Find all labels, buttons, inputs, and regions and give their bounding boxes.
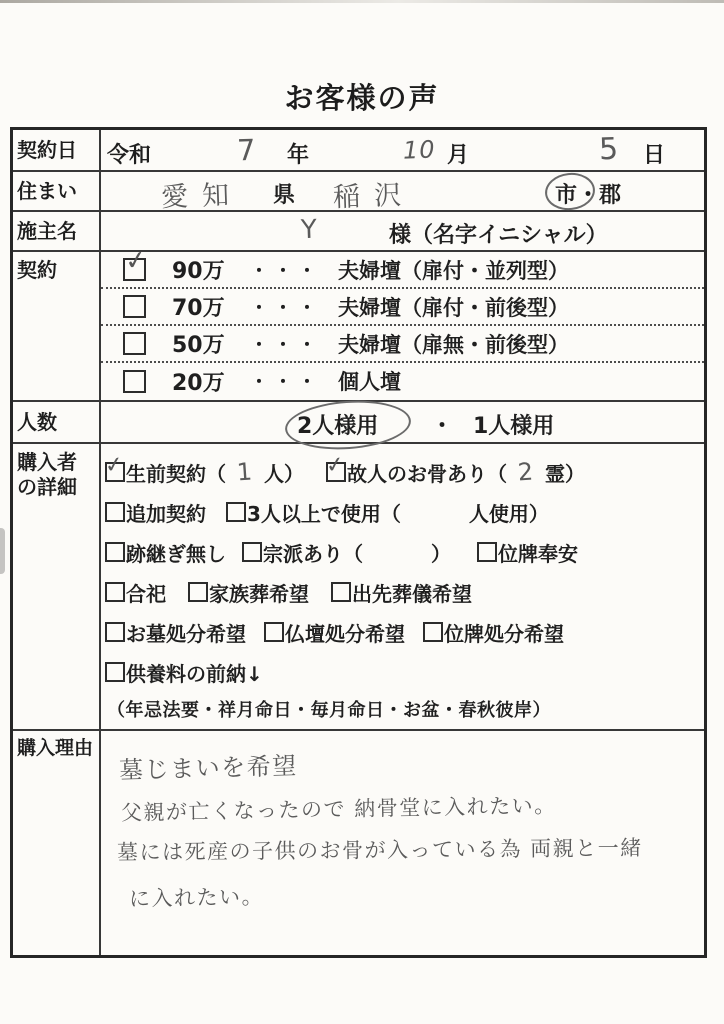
handwritten-value bbox=[363, 550, 431, 555]
option-dots: ・・・ bbox=[250, 260, 322, 282]
handwritten-value: 1 bbox=[235, 457, 255, 487]
option-dots: ・・・ bbox=[250, 372, 322, 393]
checkbox-label: 出先葬儀希望 bbox=[352, 581, 472, 606]
contract-date-content bbox=[101, 130, 704, 170]
checkbox-label: 3人以上で使用（ bbox=[247, 501, 401, 526]
row-purchase-reason bbox=[13, 731, 704, 955]
detail-line bbox=[105, 452, 704, 492]
checkbox-item bbox=[331, 578, 472, 607]
era-label: 令和 bbox=[107, 143, 152, 168]
checkbox-item bbox=[226, 498, 549, 527]
contract-option-90 bbox=[101, 244, 704, 289]
option-price: 50万 bbox=[172, 333, 225, 358]
day-unit: 日 bbox=[643, 143, 666, 168]
owner-suffix: 様（名字イニシャル） bbox=[389, 223, 608, 248]
checkbox bbox=[105, 662, 125, 682]
checkbox-item bbox=[324, 451, 585, 487]
checkbox-item bbox=[105, 658, 263, 687]
checkbox-label: 供養料の前納↓ bbox=[126, 661, 263, 686]
checkbox bbox=[123, 295, 146, 318]
checkbox-label: 故人のお骨あり（ bbox=[347, 461, 507, 486]
contract-date-label: 契約日 bbox=[13, 130, 101, 170]
residence-label: 住まい bbox=[13, 172, 101, 210]
checkbox-label: 家族葬希望 bbox=[209, 581, 309, 606]
handwritten-reason bbox=[101, 731, 704, 911]
option-desc: 個人壇 bbox=[338, 370, 401, 394]
contract-option-20 bbox=[101, 363, 704, 399]
checkbox-label: 合祀 bbox=[126, 581, 166, 606]
checkbox-item bbox=[242, 538, 451, 567]
detail-line bbox=[105, 532, 704, 572]
option-desc: 夫婦壇（扉付・並列型） bbox=[338, 258, 569, 283]
detail-line bbox=[105, 612, 704, 652]
checkbox-label: 生前契約（ bbox=[126, 461, 226, 486]
people-count-label: 人数 bbox=[13, 402, 101, 442]
checkbox-item bbox=[105, 618, 246, 647]
checkbox-label: 位牌奉安 bbox=[498, 541, 578, 566]
reason-line: 墓じまいを希望 bbox=[118, 751, 298, 785]
people-option-selected: 2人様用 bbox=[297, 409, 378, 440]
reason-line: 墓には死産の子供のお骨が入っている為 両親と一緒 bbox=[116, 835, 643, 865]
purchase-reason-content bbox=[101, 731, 704, 955]
residence-content bbox=[101, 172, 704, 214]
checkbox-label: お墓処分希望 bbox=[126, 621, 246, 646]
checkbox-label: 追加契約 bbox=[126, 501, 206, 526]
checkbox-label: 宗派あり（ bbox=[263, 541, 363, 566]
checkmark-icon: ✓ bbox=[123, 244, 149, 278]
contract-options-content bbox=[101, 244, 704, 400]
owner-name-label: 施主名 bbox=[13, 212, 101, 250]
checkbox bbox=[226, 502, 246, 522]
checkbox-item bbox=[423, 618, 564, 647]
checkbox-item bbox=[264, 618, 405, 647]
detail-line bbox=[105, 572, 704, 612]
checkbox bbox=[331, 582, 351, 602]
checkbox bbox=[423, 622, 443, 642]
purchaser-details-label: 購入者 の詳細 bbox=[13, 444, 101, 729]
checkbox bbox=[123, 370, 146, 393]
row-contract-date bbox=[13, 130, 704, 172]
people-option-other: 1人様用 bbox=[473, 414, 555, 439]
people-separator: ・ bbox=[431, 414, 454, 439]
checkbox-item bbox=[103, 451, 304, 487]
checkbox-label: 跡継ぎ無し bbox=[126, 541, 226, 566]
checkbox bbox=[103, 451, 126, 482]
checkbox-label-tail: 人使用） bbox=[468, 501, 549, 526]
year-unit: 年 bbox=[287, 143, 310, 168]
contract-option-70 bbox=[101, 289, 704, 326]
checkbox-item bbox=[105, 498, 206, 527]
day-value-handwritten: 5 bbox=[598, 131, 620, 168]
prefecture-value-handwritten: 愛知 bbox=[160, 179, 244, 214]
city-unit-rest: ・郡 bbox=[577, 183, 622, 208]
month-unit: 月 bbox=[447, 143, 470, 168]
owner-initial-handwritten: Y bbox=[300, 214, 319, 246]
option-price: 20万 bbox=[172, 370, 225, 396]
contract-option-50 bbox=[101, 326, 704, 363]
checkbox bbox=[123, 332, 146, 355]
checkbox-label-tail: ） bbox=[431, 541, 451, 566]
checkbox-label: 仏壇処分希望 bbox=[285, 621, 405, 646]
purchaser-details-content bbox=[101, 444, 704, 729]
checkbox-item bbox=[477, 538, 578, 567]
option-dots: ・・・ bbox=[250, 334, 322, 356]
detail-line bbox=[105, 652, 704, 692]
checkmark-icon: ✓ bbox=[324, 451, 347, 480]
scan-smudge-artifact bbox=[0, 528, 5, 574]
people-count-content bbox=[101, 402, 704, 442]
customer-voice-form bbox=[10, 127, 707, 958]
page-title: お客様の声 bbox=[284, 81, 440, 115]
city-unit-circled: 市 bbox=[555, 178, 577, 209]
checkbox-item bbox=[188, 578, 309, 607]
city-value-handwritten: 稲沢 bbox=[332, 179, 416, 214]
handwritten-value bbox=[401, 510, 469, 515]
row-residence bbox=[13, 172, 704, 212]
checkbox bbox=[324, 451, 347, 482]
reason-line: 父親が亡くなったので 納骨堂に入れたい。 bbox=[120, 793, 557, 826]
checkbox bbox=[105, 582, 125, 602]
reason-line: に入れたい。 bbox=[128, 884, 265, 911]
owner-name-content bbox=[101, 212, 704, 250]
checkbox bbox=[105, 542, 125, 562]
checkbox bbox=[264, 622, 284, 642]
row-owner-name bbox=[13, 212, 704, 252]
option-desc: 夫婦壇（扉無・前後型） bbox=[338, 332, 569, 357]
year-value-handwritten: 7 bbox=[236, 132, 258, 168]
checkbox bbox=[105, 622, 125, 642]
checkbox bbox=[477, 542, 497, 562]
checkbox bbox=[105, 502, 125, 522]
row-people-count bbox=[13, 402, 704, 444]
option-dots: ・・・ bbox=[250, 297, 322, 319]
detail-line bbox=[105, 492, 704, 532]
checkbox bbox=[188, 582, 208, 602]
scan-edge-artifact bbox=[0, 0, 724, 3]
handwritten-value: 2 bbox=[516, 457, 536, 487]
checkbox-label-tail: 人） bbox=[264, 461, 304, 486]
option-desc: 夫婦壇（扉付・前後型） bbox=[338, 295, 569, 320]
checkbox-item bbox=[105, 578, 166, 607]
checkbox-item bbox=[105, 538, 226, 567]
checkbox-label: 位牌処分希望 bbox=[444, 621, 564, 646]
purchase-reason-label: 購入理由 bbox=[13, 731, 101, 955]
checkbox-label-tail: 霊） bbox=[545, 461, 585, 486]
prefecture-unit: 県 bbox=[273, 183, 296, 208]
checkbox bbox=[123, 244, 149, 281]
row-contract-options bbox=[13, 244, 704, 402]
option-price: 70万 bbox=[172, 296, 225, 321]
contract-options-label: 契約 bbox=[13, 252, 101, 400]
month-value-handwritten: 10 bbox=[402, 135, 437, 165]
details-note: （年忌法要・祥月命日・毎月命日・お盆・春秋彼岸） bbox=[107, 700, 551, 721]
checkmark-icon: ✓ bbox=[103, 451, 126, 480]
option-price: 90万 bbox=[172, 259, 225, 284]
row-purchaser-details bbox=[13, 444, 704, 731]
checkbox bbox=[242, 542, 262, 562]
